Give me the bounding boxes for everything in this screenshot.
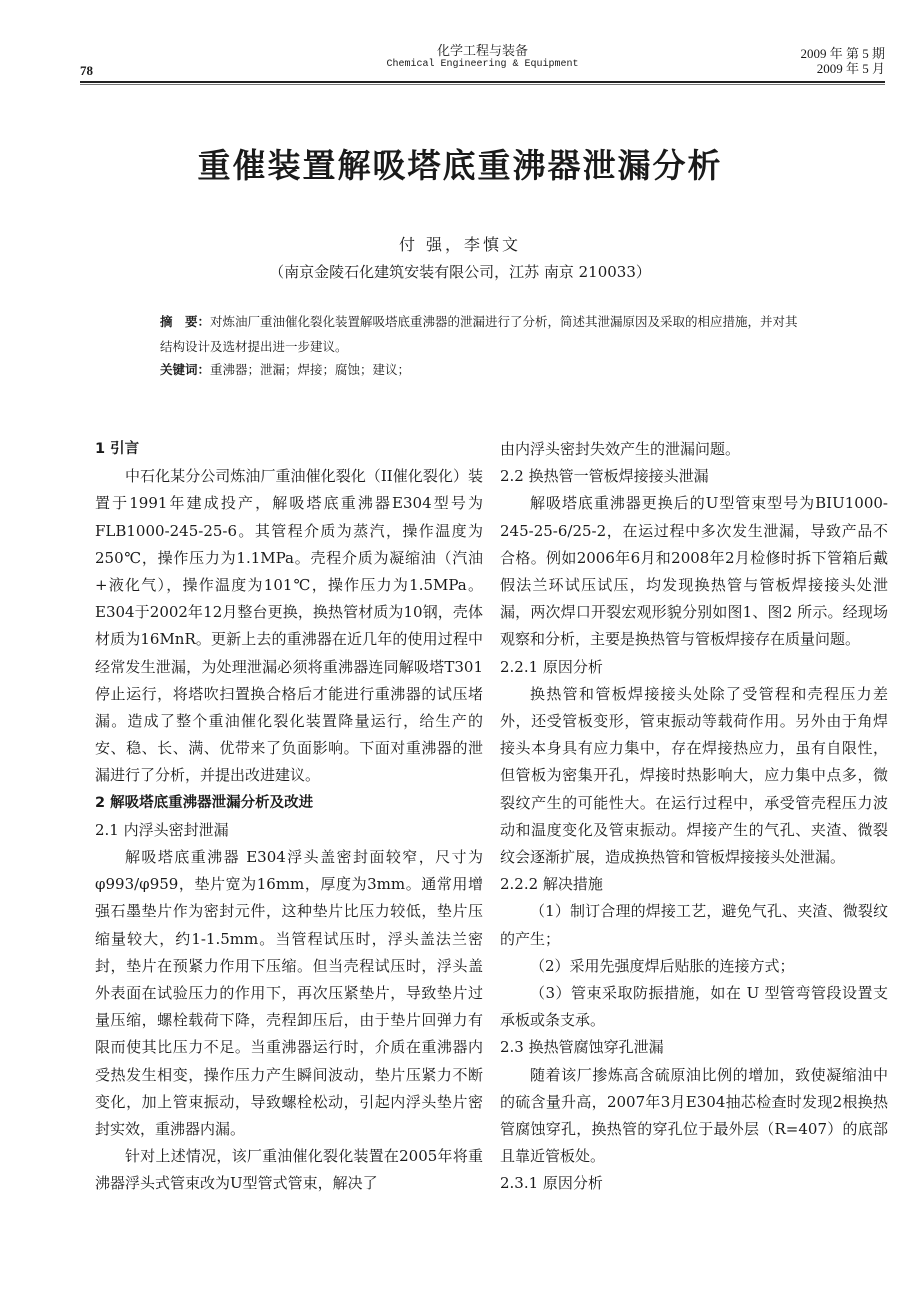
keywords-text: 重沸器；泄漏；焊接；腐蚀；建议； bbox=[210, 362, 411, 377]
keywords bbox=[160, 360, 810, 380]
section-heading: 2 解吸塔底重沸器泄漏分析及改进 bbox=[95, 794, 314, 811]
page-number: 78 bbox=[80, 63, 93, 78]
paragraph: （1）制订合理的焊接工艺，避免气孔、夹渣、微裂纹的产生； bbox=[500, 902, 888, 948]
subsection-heading: 2.3 换热管腐蚀穿孔泄漏 bbox=[500, 1038, 664, 1057]
affiliation: （南京金陵石化建筑安装有限公司，江苏 南京 210033） bbox=[269, 263, 651, 281]
subsubsection-heading: 2.3.1 原因分析 bbox=[500, 1174, 603, 1193]
abstract-text: 对炼油厂重油催化裂化装置解吸塔底重沸器的泄漏进行了分析，简述其泄漏原因及采取的相应措施，并对其结构设计及选材提出进一步建议。 bbox=[160, 314, 798, 354]
journal-name bbox=[80, 45, 885, 71]
keywords-label: 关键词： bbox=[160, 362, 211, 377]
paragraph: （2）采用先强度焊后贴胀的连接方式； bbox=[530, 956, 795, 975]
issue-number: 2009 年 第 5 期 bbox=[800, 46, 885, 61]
paragraph: 随着该厂掺炼高含硫原油比例的增加，致使凝缩油中的硫含量升高，2007年3月E304抽芯检查时发现2根换热管腐蚀穿孔，换热管的穿孔位于最外层（R=407）的底部且靠近管板处。 bbox=[500, 1065, 888, 1166]
paragraph: 解吸塔底重沸器 E304浮头盖密封面较窄，尺寸为φ993/φ959，垫片宽为16mm，厚度为3mm。通常用增强石墨垫片作为密封元件，这种垫片比压力较低，垫片压缩量较大，约1-1.5mm。当管程试压时，浮头盖法兰密封，垫片在预紧力作用下压缩。但当壳程试压时，浮头盖外表面在试验压力的作用下，再次压紧垫片，导致垫片过量压缩，螺栓载荷下降，壳程卸压后，由于垫片回弹力有限而使其比压力不足。当重沸器运行时，介质在重沸器内受热发生相变，操作压力产生瞬间波动，垫片压紧力不断变化，加上管束振动，导致螺栓松动，引起内浮头垫片密封实效，重沸器内漏。 bbox=[95, 848, 483, 1139]
subsubsection-heading: 2.2.2 解决措施 bbox=[500, 875, 603, 894]
header-rule bbox=[80, 81, 885, 83]
paragraph: 针对上述情况，该厂重油催化裂化装置在2005年将重沸器浮头式管束改为U型管式管束，解决了 bbox=[95, 1147, 483, 1193]
paragraph: 由内浮头密封失效产生的泄漏问题。 bbox=[500, 440, 741, 458]
article-title: 重催装置解吸塔底重沸器泄漏分析 bbox=[197, 146, 723, 185]
authors: 付 强，李慎文 bbox=[398, 235, 522, 254]
header-rule-thin bbox=[80, 84, 885, 85]
right-column bbox=[500, 436, 888, 1198]
abstract-label: 摘 要： bbox=[160, 314, 211, 329]
issue-info bbox=[800, 46, 885, 76]
paragraph: 中石化某分公司炼油厂重油催化裂化（II催化裂化）装置于1991年建成投产，解吸塔底重沸器E304型号为FLB1000-245-25-6。其管程介质为蒸汽，操作温度为250℃，操作压力为1.1MPa。壳程介质为凝缩油（汽油+液化气），操作温度为101℃，操作压力为1.5MPa。E304于2002年12月整台更换，换热管材质为10钢，壳体材质为16MnR。更新上去的重沸器在近几年的使用过程中经常发生泄漏，为处理泄漏必须将重沸器连同解吸塔T301停止运行，将塔吹扫置换合格后才能进行重沸器的试压堵漏。造成了整个重油催化裂化装置降量运行，给生产的安、稳、长、满、优带来了负面影响。下面对重沸器的泄漏进行了分析，并提出改进建议。 bbox=[95, 467, 483, 785]
left-column bbox=[95, 436, 483, 1198]
abstract bbox=[160, 309, 810, 359]
journal-name-en: Chemical Engineering & Equipment bbox=[386, 59, 579, 70]
section-heading: 1 引言 bbox=[95, 441, 140, 457]
subsubsection-heading: 2.2.1 原因分析 bbox=[500, 657, 603, 676]
paragraph: （3）管束采取防振措施，如在 U 型管弯管段设置支承板或条支承。 bbox=[500, 984, 888, 1030]
running-header bbox=[80, 44, 885, 84]
subsection-heading: 2.2 换热管一管板焊接接头泄漏 bbox=[500, 467, 709, 486]
paragraph: 解吸塔底重沸器更换后的U型管束型号为BIU1000-245-25-6/25-2，在运过程中多次发生泄漏，导致产品不合格。例如2006年6月和2008年2月检修时拆下管箱后戴假法兰环试压试压，均发现换热管与管板焊接接头处泄漏，两次焊口开裂宏观形貌分别如图1、图2 所示。经现场观察和分析，主要是换热管与管板焊接存在质量问题。 bbox=[500, 494, 888, 649]
journal-name-cn: 化学工程与装备 bbox=[436, 44, 528, 59]
subsection-heading: 2.1 内浮头密封泄漏 bbox=[95, 820, 229, 839]
issue-date: 2009 年 5 月 bbox=[816, 61, 885, 76]
paragraph: 换热管和管板焊接接头处除了受管程和壳程压力差外，还受管板变形，管束振动等载荷作用。另外由于角焊接头本身具有应力集中，存在焊接热应力，虽有自限性，但管板为密集开孔，焊接时热影响大，应力集中点多，微裂纹产生的可能性大。在运行过程中，承受管壳程压力波动和温度变化及管束振动。焊接产生的气孔、夹渣、微裂纹会逐渐扩展，造成换热管和管板焊接接头处泄漏。 bbox=[500, 684, 888, 867]
